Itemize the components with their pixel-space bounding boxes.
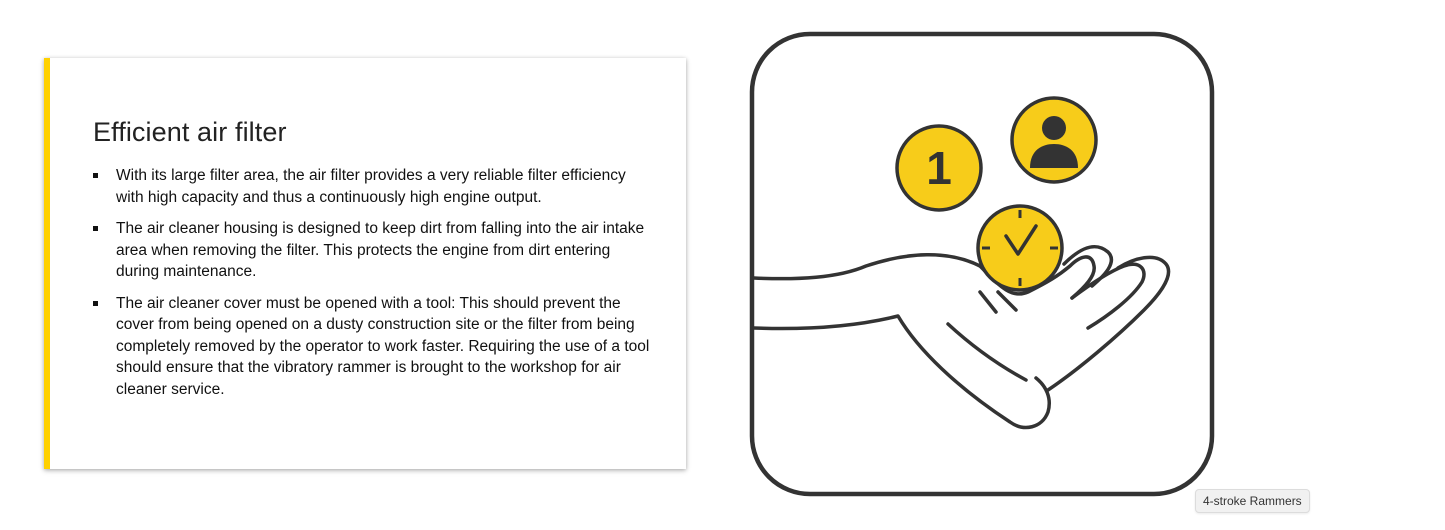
bullet-text: With its large filter area, the air filter provides a very reliable filter efficiency with high capacity and thus a continuously high engine output.	[116, 167, 626, 206]
bullet-item	[93, 218, 653, 283]
maintenance-illustration	[748, 30, 1216, 498]
person-coin-icon	[1012, 98, 1096, 182]
content-card	[44, 58, 686, 469]
bullet-list	[93, 165, 653, 410]
coin-number-label: 1	[926, 142, 952, 194]
bullet-text: The air cleaner housing is designed to keep dirt from falling into the air intake area when removing the filter. This protects the engine from dirt entering during maintenance.	[116, 220, 645, 280]
bullet-marker-icon	[93, 226, 98, 231]
bullet-item	[93, 165, 653, 208]
bullet-text: The air cleaner cover must be opened with a tool: This should prevent the cover from being opened on a dusty construction site or the filter from being completely removed by the operator to work faster. Requiring the use of a tool should ensure that the vibratory rammer is brought to the workshop for air cleaner service.	[116, 294, 650, 398]
bullet-item	[93, 293, 653, 401]
card-accent-bar	[44, 58, 50, 469]
bullet-marker-icon	[93, 301, 98, 306]
number-one-coin-icon	[897, 126, 981, 210]
bullet-marker-icon	[93, 173, 98, 178]
clock-check-coin-icon	[978, 206, 1062, 290]
category-tag[interactable]: 4-stroke Rammers	[1195, 489, 1310, 513]
card-title: Efficient air filter	[93, 117, 287, 147]
